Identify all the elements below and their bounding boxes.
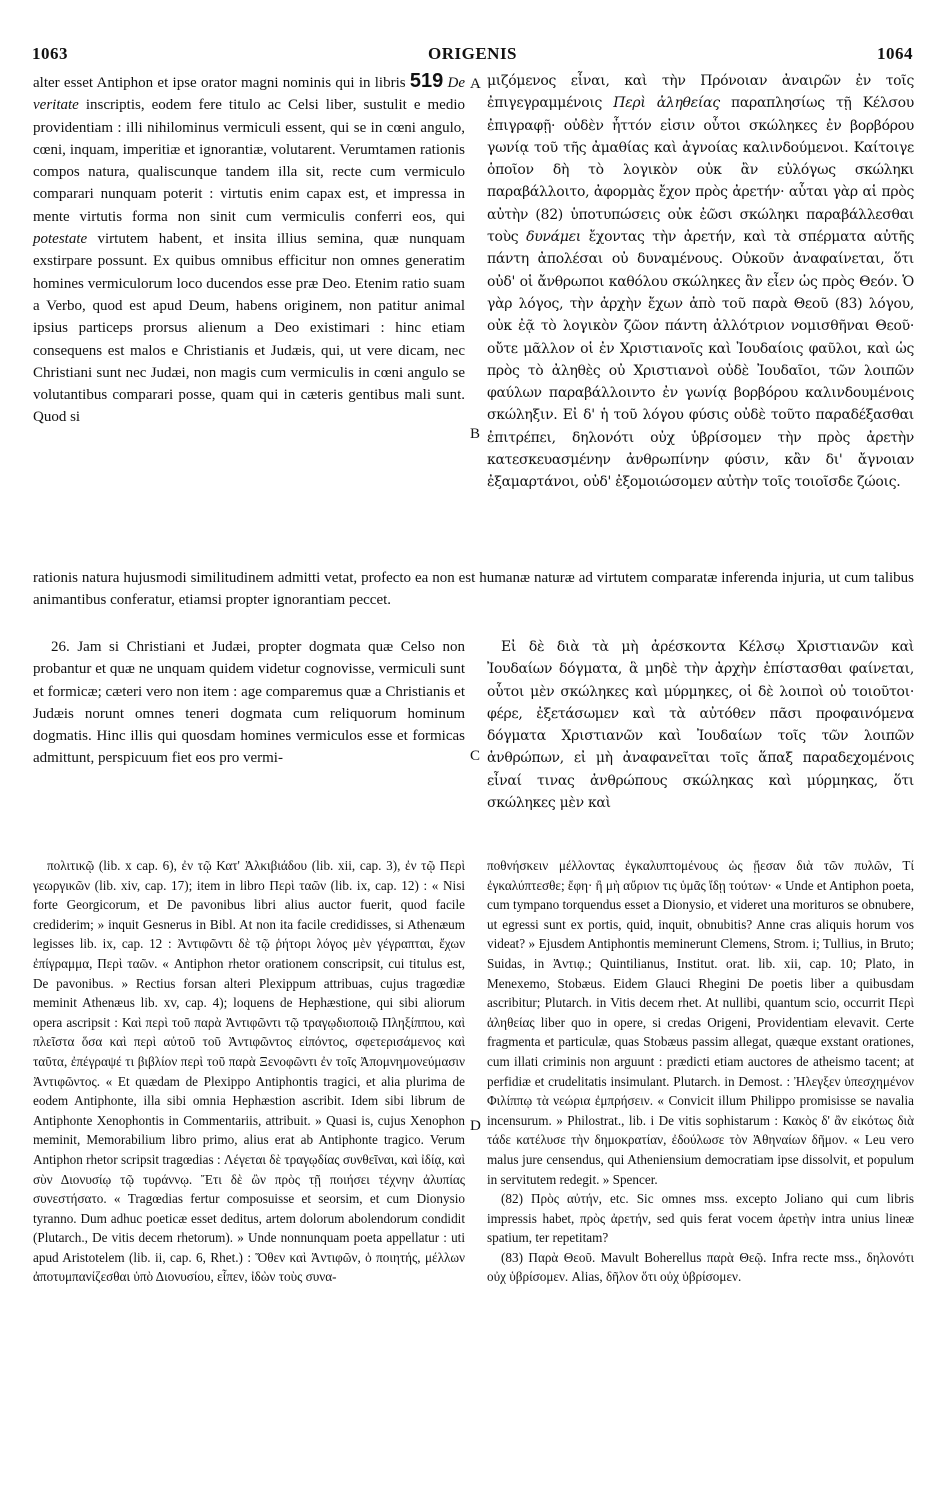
latin-translation-column: [33, 70, 465, 429]
footnotes-left-column: [33, 856, 465, 1287]
greek-text: ἔχοντας τὴν ἀρετήν, καὶ τὰ σπέρματα αὐτῆς πάντη ἀπολέσαι οὐ δυναμένους. Οὐκοῦν ἀναφαίνεται, ὅτι οὐδ' οἱ ἄνθρωποι καθόλου σκώληκες ἂν εἶεν ὡς πρὸς Θεόν. Ὁ γὰρ λόγος, τὴν ἀρχὴν ἔχων ἀπὸ τοῦ παρὰ Θεοῦ (83) λόγου, οὐκ ἐᾷ τὸ λογικὸν ζῶον πάντη ἀλλότριον νομισθῆναι Θεοῦ· οὔτε μᾶλλον οἱ ἐν Χριστιανοῖς καὶ Ἰουδαίοις φαῦλοι, καὶ ὡς πρὸς τὸ ἀληθὲς οὐ Χριστιανοὶ οὐδὲ Ἰουδαῖοι, τῶν λοιπῶν φαύλων παραβάλλοιντο ἐν γωνίᾳ βορβόρου καλινδουμένοις σκώληξιν. Εἰ δ' ἡ τοῦ λόγου φύσις οὐδὲ τοῦτο παραδέξασθαι ἐπιτρέπει, δηλονότι οὐχ ὑβρίσομεν τὴν πρὸς ἀρετὴν κατεσκευασμένην ἀνθρωπίνην φύσιν, κἂν δι' ἄγνοιαν ἐξαμαρτάνοι, οὐδ' ἐξομοιώσομεν αὐτὴν τοῖς τοιοῖσδε ζώοις.: [487, 229, 915, 491]
latin-text: alter esset Antiphon et ipse orator magni nominis qui in libris: [33, 75, 410, 91]
latin-paragraph: rationis natura hujusmodi similitudinem admitti vetat, profecto ea non est humanæ naturæ ad virtutem comparatæ inferenda injuria, ut cum talibus animantibus conferatur, etiamsi propter ignorantiam peccet.: [33, 570, 914, 609]
full-width-latin-text: [33, 567, 914, 612]
footnotes-right-column: [487, 856, 914, 1287]
italic-title: De veritate: [33, 75, 465, 114]
greek-text: μιζόμενος εἶναι, καὶ τὴν Πρόνοιαν ἀναιρῶν ἐν τοῖς ἐπιγεγραμμένοις: [487, 73, 914, 112]
italic-word: δυνάμει: [526, 229, 581, 246]
greek-text: παραπλησίως τῇ Κέλσου ἐπιγραφῇ· οὐδὲν ἧττόν εἰσιν οὗτοι σκώληκες ἐν βορβόρου γωνίᾳ τοῦ τῆς ἀμαθίας καὶ ἀγνοίας καλινδούμενοι. Καίτοιγε ὁποῖον δὴ τὸ λογικὸν οὐκ ἂν εὐλόγως σκώληκι παραβάλλοιτο, ἀφορμὰς ἔχον πρὸς ἀρετήν· αὗται γὰρ αἱ πρὸς αὐτὴν (82) ὑποτυπώσεις οὐκ ἐῶσι σκώληκι παραβάλλεσθαι τοὺς: [487, 95, 914, 246]
footnote-83: (83) Παρὰ Θεοῦ. Mavult Boherellus παρὰ Θεῷ. Infra recte mss., δηλονότι οὐχ ὑβρίσομεν. Alias, δῆλον ὅτι οὐχ ὑβρίσομεν.: [487, 1249, 914, 1285]
latin-paragraph-26: 26. Jam si Christiani et Judæi, propter dogmata quæ Celso non probantur et quæ ne unquam quidem videtur cognovisse, vermiculi sunt et formicæ; cæteri vero non item : age comparemus quæ a Christianis et Judæis norunt omnes teneri dogmata cum reliquorum hominum dogmatis. Hinc illis qui quosdam homines vermiculos esse et formicas admittunt, perspicuum fiet eos pro vermi-: [33, 639, 465, 767]
footnote-text: ποθνήσκειν μέλλοντας ἐγκαλυπτομένους ὡς ᾔεσαν διὰ τῶν πυλῶν, Τί ἐγκαλύπτεσθε; ἔφη· ἢ μὴ αὔριον τις ὑμᾶς ἴδῃ τούτων· « Unde et Antiphon poeta, cum tympano torquendus esset a Dionysio, et videret una morituros se obnubere, ut egressi sunt ex portis, quid, inquit, obnubitis? Anne cras aliquis horum vos videat? » Ejusdem Antiphontis meminerunt Clemens, Strom. i; Tullius, in Bruto; Suidas, in Ἀντιφ.; Quintilianus, Institut. orat. lib. xii, cap. 10; Plato, in Menexemo, Stobæus. Eidem Glauci Rhegini De poetis liber a quibusdam ascribitur; Plutarch. in Vitis decem rhet. At nullibi, quantum scio, occurrit Περὶ ἀληθείας liber quo in opere, si credas Origeni, Providentiam elevavit. Certe fragmenta et particulæ, quas Stobæus passim allegat, quæque exstant orationes, cum illati criminis non arguunt : prædicti etiam auctores de atheismo tacent; at perfidiæ et crudelitatis insimulant. Plutarch. in Demost. : Ἠλεγξεν ὑπεσχημένον Φιλίππῳ τὰ νεώρια ἐμπρήσειν. « Convicit illum Philippo promisisse se navalia incensurum. » Philostrat., lib. i De vitis sophistarum : Κακὸς δ' ἂν εἰκότως διὰ τάδε κατέλυσε τὴν δημοκρατίαν, ἐδούλωσε τὸν Ἀθηναίων δῆμον. « Leu vero malus jure censendus, qui Atheniensium democratiam ipse dissolvit, et populum in servitutem redegit. » Spencer.: [487, 858, 914, 1187]
italic-word: potestate: [33, 231, 88, 248]
footnote-text: πολιτικῷ (lib. x cap. 6), ἐν τῷ Κατ' Ἀλκιβιάδου (lib. xii, cap. 3), ἐν τῷ Περὶ γεωργικῶν (lib. xiv, cap. 17); item in libro Περὶ ταῶν (lib. ix, cap. 12) : « Nisi forte Georgicorum, et De pavonibus libri alius auctor fuerit, quod facile crediderim; » inquit Gesnerus in Bibl. At non ita facile credidisses, si Athenæum legisses lib. ix, cap. 12 : Ἀντιφῶντι δὲ τῷ ῥήτορι λόγος μὲν γέγραπται, ἔχων ἐπίγραμμα, Περὶ ταῶν. « Antiphon rhetor orationem conscripsit, cui titulus est, De pavonibus. » Rectius forsan alteri Plexippum attribuas, cujus tragœdiæ meminit Athenæus lib. xv, cap. 4); loquens de Hephæstione, qui sibi aliorum opera ascripsit : Καὶ περὶ τοῦ παρὰ Ἀντιφῶντι τῷ τραγῳδιοποιῷ Πληξίππου, καὶ πλεῖστα ὅσα καὶ περὶ αὐτοῦ τοῦ Ἀντιφῶντος εἰπόντος, σφετερισάμενος καὶ ταῦτα, ἐπέγραψέ τι βιβλίον περὶ τοῦ παρὰ Ξενοφῶντι ἐν τοῖς Ἀπομνημονεύμασιν Ἀντιφῶντος. « Et quædam de Plexippo Antiphontis tragici, et alia plurima de eodem Antiphonte, illa sibi omnia Hephæstion ascribit. Idem sibi librum de Antiphonte Xenophontis in Commentariis, attribuit. » Quasi is, cujus Xenophon meminit, Memorabilium libro primo, alius erat ab Antiphonte tragico. Verum Antiphon rhetor scripsit tragœdias : Λέγεται δὲ τραγῳδίας συνθεῖναι, καὶ ἰδίᾳ, καὶ σὺν Διονυσίῳ τῷ τυράννῳ. Ἔτι δὲ ὢν πρὸς τῇ ποιήσει τέχνην ἀλυπίας συνεστήσατο. « Tragœdias fertur composuisse et seorsim, et cum Dionysio tyranno. Dum adhuc poeticæ esset deditus, artem dolorum abolendorum condidit (Plutarch., De vitis decem rhetorum). » Unde nonnunquam poeta appellatur : uti apud Aristotelem (lib. ii, cap. 6, Rhet.) : Ὅθεν καὶ Ἀντιφῶν, ὁ ποιητής, μέλλων ἀποτυμπανίζεσθαι ὑπὸ Διονυσίου, εἶπεν, ἰδὼν τοὺς συνα-: [33, 858, 465, 1285]
margin-letter-d: D: [470, 1118, 481, 1134]
greek-original-column: [487, 70, 914, 494]
column-number: 519: [409, 70, 444, 92]
greek-paragraph-26: Εἰ δὲ διὰ τὰ μὴ ἀρέσκοντα Κέλσῳ Χριστιανῶν καὶ Ἰουδαίων δόγματα, ἃ μηδὲ τὴν ἀρχὴν ἐπίστασθαι φαίνεται, οὗτοι μὲν σκώληκες καὶ μύρμηκες, οἱ δὲ λοιποὶ οὐ τοιοῦτοι· φέρε, ἐξετάσωμεν καὶ τὰ αὐτόθεν πᾶσι προφαινόμενα δόγματα Χριστιανῶν καὶ Ἰουδαίων τοῖς τῶν λοιπῶν ἀνθρώπων, εἰ μὴ ἀναφανεῖται τοῖς ἅπαξ παραδεχομένοις εἶναί τινας ἀνθρώπους σκώληκας καὶ μύρμηκας, ὅτι σκώληκες μὲν καὶ: [487, 639, 914, 812]
margin-letter-c: C: [470, 748, 481, 764]
page-header: [30, 44, 915, 66]
right-page-number: 1064: [877, 44, 913, 63]
greek-paragraph: [487, 70, 914, 494]
greek-original-column-section-26: [487, 636, 914, 814]
latin-translation-column-section-26: [33, 636, 465, 770]
italic-title: Περὶ ἀληθείας: [613, 95, 720, 112]
running-title: ORIGENIS: [427, 44, 518, 63]
latin-text: virtutem habent, et insita illius semina, quæ nunquam exstirpare possunt. Ex quibus omnibus efficitur non omnes generatim homines vermiculorum loco ducendos esse præ Deo. Etenim ratio suam a Verbo, quod est apud Deum, habens originem, non patitur animal ipsius particeps prorsus alienum a Deo existimari : hinc etiam consequens est malos e Christianis et Judæis, qui, ut vere dicam, nec Christiani sunt nec Judæi, non magis cum vermiculis in cœni angulo se volutantibus comparari posse, quam qui in cæteris gentibus mali sunt. Quod si: [33, 231, 465, 426]
left-page-number: 1063: [32, 44, 68, 63]
latin-paragraph: [33, 70, 465, 429]
latin-text: inscriptis, eodem fere titulo ac Celsi liber, sustulit e medio providentiam : illi nihilominus vermiculi essent, qui se in cœni angulo, cœni, inquam, imperitiæ et ignorantiæ, volutarent. Verumtamen rationis compos natura, qualiscunque tandem illa sit, recte cum vermiculo comparari nunquam poterit : virtutis enim capax est, et impressa in mente virtutis forma non sinit cum vermiculis conferri eos, qui: [33, 97, 465, 225]
margin-letter-a: A: [470, 76, 481, 92]
footnote-82: (82) Πρὸς αὐτήν, etc. Sic omnes mss. excepto Joliano qui cum libris impressis habet, πρὸς ἀρετήν, sed quis ferat vocem ἀρετὴν intra unius lineæ spatium, ter repetitam?: [487, 1191, 914, 1246]
margin-letter-b: B: [470, 426, 481, 442]
